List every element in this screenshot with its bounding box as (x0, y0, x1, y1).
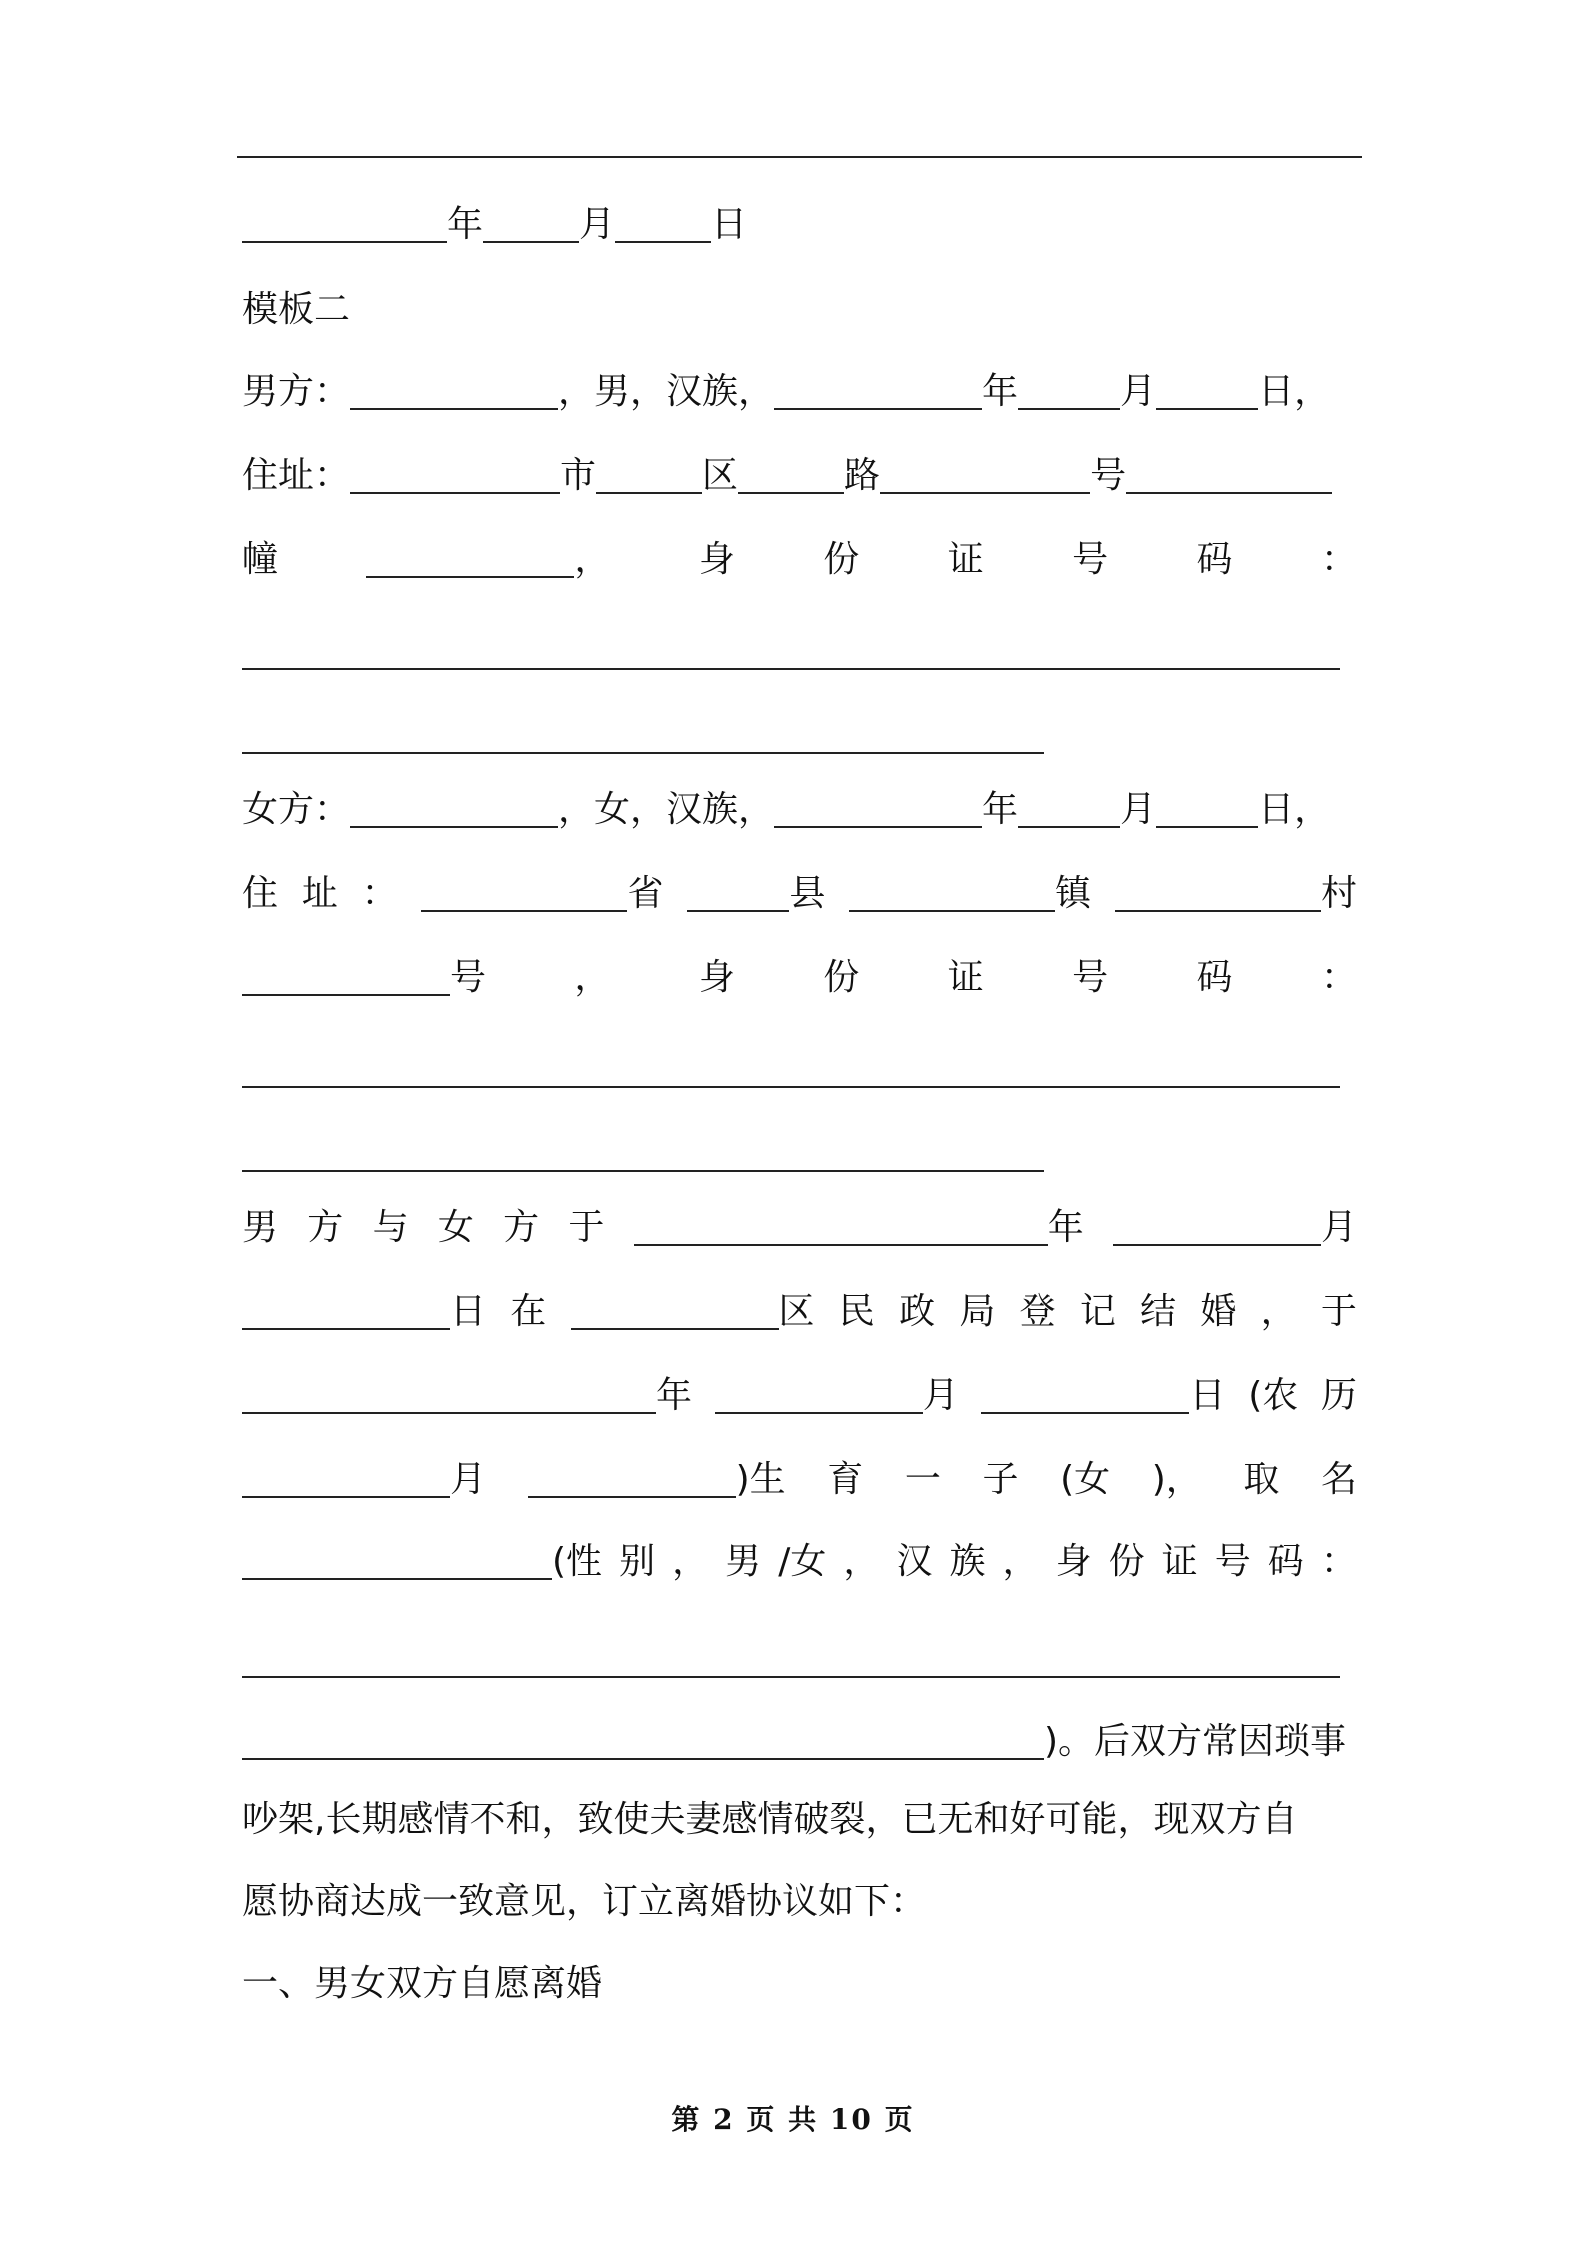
marriage-line-4 (242, 1450, 1357, 1510)
blank-female-birth-day[interactable] (1156, 826, 1258, 828)
male-day-label: 日， (1258, 371, 1331, 412)
blank-marriage-day[interactable] (242, 1328, 450, 1330)
text-char: 男 (242, 1207, 279, 1248)
marriage-line-1 (242, 1198, 1357, 1258)
blank-male-building-no[interactable] (366, 576, 574, 578)
blank-female-id-2[interactable] (242, 1170, 1044, 1172)
city-label: 市 (560, 455, 597, 496)
text-char: ： (1320, 1541, 1357, 1582)
blank-birth-year[interactable] (242, 1412, 656, 1414)
address-char: ： (361, 873, 398, 914)
header-rule (237, 156, 1362, 158)
number-label: 号 (1090, 455, 1127, 496)
text-char: 政 (899, 1291, 936, 1332)
number-label: 号 (450, 957, 487, 998)
blank-female-town[interactable] (849, 910, 1055, 912)
marriage-line-7 (242, 1712, 1357, 1772)
female-month-label: 月 (1120, 789, 1157, 830)
marriage-line-8 (242, 1790, 1357, 1850)
day-label: 日 (1189, 1375, 1226, 1416)
text-fragment: )。后双方常因琐事 (1044, 1721, 1347, 1762)
blank-female-name[interactable] (350, 826, 558, 828)
female-label: 女方： (242, 789, 351, 830)
id-char: 号 (1072, 957, 1109, 998)
id-char: 份 (823, 539, 860, 580)
blank-male-building[interactable] (1126, 492, 1332, 494)
female-day-label: 日， (1258, 789, 1331, 830)
text-char: 子 (982, 1459, 1019, 1500)
month-label: 月 (579, 204, 616, 245)
address-char: 住 (242, 873, 279, 914)
section-one-line (242, 1954, 1357, 2014)
text-char: 局 (959, 1291, 996, 1332)
text-char: 在 (510, 1291, 547, 1332)
text-char: 汉 (896, 1541, 933, 1582)
male-address-label: 住址： (242, 455, 351, 496)
text-char: 男 (725, 1541, 762, 1582)
comma: ， (574, 539, 611, 580)
text-char: 于 (1320, 1291, 1357, 1332)
text-char: 份 (1108, 1541, 1145, 1582)
road-label: 路 (844, 455, 881, 496)
text-char: 取 (1243, 1459, 1280, 1500)
blank-child-id-2[interactable] (242, 1758, 1044, 1760)
blank-lunar-month[interactable] (242, 1496, 450, 1498)
day-label: 日 (450, 1291, 487, 1332)
blank-male-city[interactable] (350, 492, 560, 494)
blank-birth-day[interactable] (981, 1412, 1189, 1414)
text-char: 证 (1161, 1541, 1198, 1582)
province-label: 省 (627, 873, 664, 914)
male-year-label: 年 (982, 371, 1019, 412)
blank-year[interactable] (242, 241, 447, 243)
female-info-line (242, 780, 1357, 840)
female-address-line (242, 864, 1357, 924)
text-char: 育 (827, 1459, 864, 1500)
text-char: )， (1151, 1459, 1202, 1500)
blank-male-name[interactable] (350, 408, 558, 410)
blank-marriage-year[interactable] (634, 1244, 1048, 1246)
blank-male-road[interactable] (738, 492, 844, 494)
blank-month[interactable] (483, 241, 579, 243)
text-char: 登 (1019, 1291, 1056, 1332)
blank-marriage-month[interactable] (1113, 1244, 1321, 1246)
text-char: 与 (372, 1207, 409, 1248)
marriage-line-3 (242, 1366, 1357, 1426)
text-char: 结 (1140, 1291, 1177, 1332)
blank-male-id-2[interactable] (242, 752, 1044, 754)
id-char: 号 (1072, 539, 1109, 580)
text-char: 码 (1267, 1541, 1304, 1582)
blank-male-birth-month[interactable] (1018, 408, 1120, 410)
text-char: ， (1260, 1291, 1297, 1332)
text-char: 历 (1320, 1375, 1357, 1416)
template-title: 模板二 (242, 289, 351, 330)
blank-male-birth-year[interactable] (774, 408, 982, 410)
comma: ， (574, 957, 611, 998)
text-char: (女 (1060, 1459, 1111, 1500)
blank-male-district[interactable] (596, 492, 702, 494)
text-char: 号 (1214, 1541, 1251, 1582)
male-gender-ethnicity: ，男，汉族， (558, 371, 775, 412)
id-char: 证 (947, 957, 984, 998)
text-char: ， (843, 1541, 880, 1582)
text-char: 身 (1055, 1541, 1092, 1582)
id-char: 码 (1196, 957, 1233, 998)
id-char: ： (1320, 957, 1357, 998)
text-char: (农 (1248, 1375, 1299, 1416)
blank-female-birth-month[interactable] (1018, 826, 1120, 828)
header-date-line (242, 195, 1357, 255)
male-label: 男方： (242, 371, 351, 412)
year-label: 年 (656, 1375, 693, 1416)
blank-female-province[interactable] (421, 910, 627, 912)
town-label: 镇 (1055, 873, 1092, 914)
marriage-line-9 (242, 1872, 1357, 1932)
blank-district[interactable] (571, 1328, 779, 1330)
male-address-line (242, 446, 1357, 506)
text-char: 女 (437, 1207, 474, 1248)
male-id-label-line (242, 530, 1357, 590)
blank-female-county[interactable] (687, 910, 789, 912)
id-char: 证 (947, 539, 984, 580)
blank-male-birth-day[interactable] (1156, 408, 1258, 410)
text-char: 族 (949, 1541, 986, 1582)
text-char: ， (672, 1541, 709, 1582)
text-char: 方 (307, 1207, 344, 1248)
text-char: ， (1002, 1541, 1039, 1582)
blank-male-number[interactable] (880, 492, 1090, 494)
text-char: 方 (503, 1207, 540, 1248)
month-label: 月 (1320, 1207, 1357, 1248)
blank-lunar-day[interactable] (528, 1496, 736, 1498)
id-char: 份 (823, 957, 860, 998)
district-label: 区 (702, 455, 739, 496)
text-char: /女 (778, 1541, 827, 1582)
paragraph-text: 愿协商达成一致意见，订立离婚协议如下： (242, 1881, 927, 1922)
marriage-line-5 (242, 1532, 1357, 1592)
id-char: 身 (698, 539, 735, 580)
year-label: 年 (447, 204, 484, 245)
female-gender-ethnicity: ，女，汉族， (558, 789, 775, 830)
village-label: 村 (1320, 873, 1357, 914)
template-title-line (242, 280, 1357, 340)
blank-female-birth-year[interactable] (774, 826, 982, 828)
text-char: (性 (552, 1541, 603, 1582)
blank-female-house-no[interactable] (242, 994, 450, 996)
blank-female-id-1[interactable] (242, 1086, 1340, 1088)
text-char: 于 (568, 1207, 605, 1248)
text-char: )生 (735, 1459, 786, 1500)
id-char: 身 (698, 957, 735, 998)
text-char: 记 (1079, 1291, 1116, 1332)
county-label: 县 (789, 873, 826, 914)
building-label: 幢 (242, 539, 279, 580)
month-label: 月 (450, 1459, 487, 1500)
female-id-label-line (242, 948, 1357, 1008)
male-info-line (242, 362, 1357, 422)
blank-female-village[interactable] (1115, 910, 1321, 912)
paragraph-text: 吵架,长期感情不和，致使夫妻感情破裂，已无和好可能，现双方自 (242, 1799, 1298, 1840)
text-char: 区 (778, 1291, 815, 1332)
blank-day[interactable] (615, 241, 711, 243)
text-char: 别 (619, 1541, 656, 1582)
day-label: 日 (711, 204, 748, 245)
id-char: ： (1320, 539, 1357, 580)
male-month-label: 月 (1120, 371, 1157, 412)
marriage-line-2 (242, 1282, 1357, 1342)
section-heading: 一、男女双方自愿离婚 (242, 1963, 603, 2004)
text-char: 民 (838, 1291, 875, 1332)
blank-male-id-1[interactable] (242, 668, 1340, 670)
female-year-label: 年 (982, 789, 1019, 830)
blank-child-name[interactable] (242, 1578, 552, 1580)
blank-child-id-1[interactable] (242, 1676, 1340, 1678)
month-label: 月 (922, 1375, 959, 1416)
page-footer: 第 2 页 共 10 页 (671, 2103, 915, 2136)
year-label: 年 (1047, 1207, 1084, 1248)
id-char: 码 (1196, 539, 1233, 580)
text-char: 名 (1320, 1459, 1357, 1500)
blank-birth-month[interactable] (715, 1412, 923, 1414)
text-char: 婚 (1200, 1291, 1237, 1332)
address-char: 址 (301, 873, 338, 914)
text-char: 一 (904, 1459, 941, 1500)
